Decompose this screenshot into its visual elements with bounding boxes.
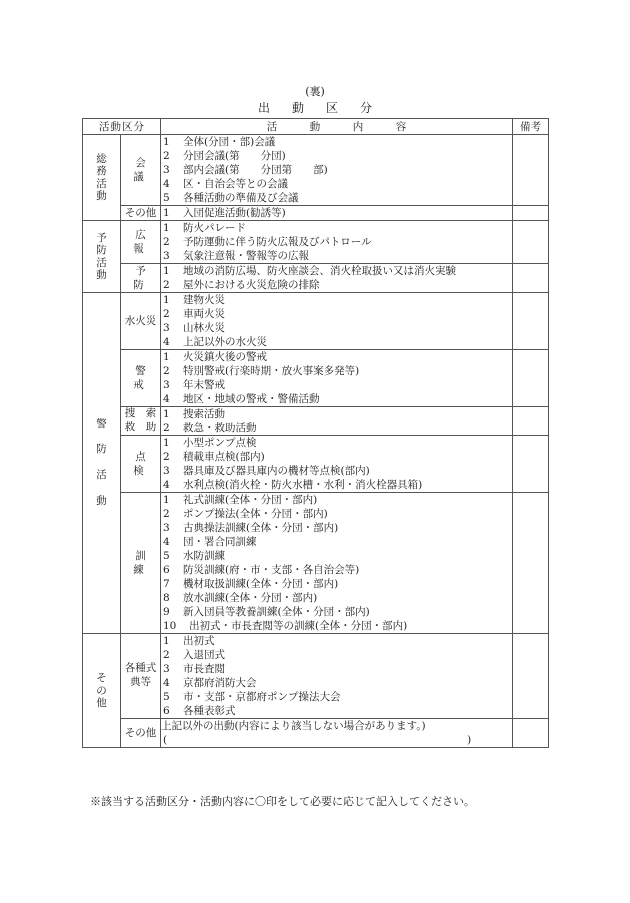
activity-item-number: 4 [163, 336, 170, 349]
activity-item[interactable] [161, 591, 512, 605]
remarks-cell[interactable] [513, 436, 549, 493]
table-row [83, 719, 549, 748]
activity-item-number: 6 [163, 705, 170, 718]
activity-item-text: 地域の消防広場、防火座談会、消火栓取扱い又は消火実験 [183, 265, 456, 278]
activity-item-number: 8 [163, 592, 170, 605]
activity-group-label [83, 293, 121, 634]
activity-subgroup-label: 警 戒 [121, 350, 161, 407]
activity-item[interactable] [161, 350, 512, 364]
activity-subgroup-label: 予 防 [121, 264, 161, 293]
activity-item-list [161, 407, 513, 436]
other-activity-note: 上記以外の出動(内容により該当しない場合があります。) [161, 720, 426, 733]
activity-item[interactable] [161, 704, 512, 718]
activity-item-text: 礼式訓練(全体・分団・部内) [183, 494, 318, 507]
table-row [83, 293, 549, 350]
activity-item-number: 2 [163, 451, 170, 464]
group-label-char: 防 [96, 244, 107, 257]
remarks-cell[interactable] [513, 206, 549, 221]
footnote: ※該当する活動区分・活動内容に〇印をして必要に応じて記入してください。 [90, 795, 475, 808]
group-label-char: 務 [96, 165, 107, 178]
activity-item-number: 2 [163, 236, 170, 249]
activity-item-text: 車両火災 [183, 308, 225, 321]
activity-item[interactable] [161, 521, 512, 535]
activity-item-text: 出初式・市長査閲等の訓練(全体・分団・部内) [189, 620, 408, 633]
activity-item-number: 10 [163, 620, 177, 633]
table-row [83, 436, 549, 493]
group-label-char: 警 [96, 417, 107, 430]
table-row [83, 221, 549, 264]
activity-item-number: 9 [163, 606, 170, 619]
activity-item-number: 3 [163, 250, 170, 263]
activity-item-number: 5 [163, 550, 170, 563]
header-division: 活動区分 [83, 119, 161, 135]
activity-item[interactable] [161, 149, 512, 163]
activity-item[interactable] [161, 264, 512, 278]
activity-item-number: 7 [163, 578, 170, 591]
group-label-char: 活 [96, 469, 107, 482]
activity-item-text: 屋外における火災危険の排除 [183, 279, 320, 292]
activity-item-text: ポンプ操法(全体・分団・部内) [183, 508, 328, 521]
activity-item[interactable] [161, 249, 512, 263]
activity-item[interactable] [161, 206, 512, 220]
activity-item-number: 4 [163, 479, 170, 492]
group-label-char: 他 [96, 696, 107, 709]
activity-item-text: 新入団員等教養訓練(全体・分団・部内) [183, 606, 370, 619]
activity-item-number: 5 [163, 691, 170, 704]
activity-item[interactable] [161, 392, 512, 406]
activity-item-text: 古典操法訓練(全体・分団・部内) [183, 522, 339, 535]
activity-item[interactable] [161, 191, 512, 205]
group-label-char: 総 [96, 152, 107, 165]
activity-item[interactable] [161, 634, 512, 648]
activity-item[interactable] [161, 221, 512, 235]
activity-item[interactable] [161, 535, 512, 549]
activity-item[interactable] [161, 321, 512, 335]
activity-item[interactable] [161, 421, 512, 435]
activity-item[interactable] [161, 507, 512, 521]
activity-item-text: 特別警戒(行楽時期・放火事案多発等) [183, 365, 360, 378]
activity-item-number: 2 [163, 308, 170, 321]
activity-item-text: 防災訓練(府・市・支部・各自治会等) [183, 564, 360, 577]
table-row [83, 407, 549, 436]
activity-item[interactable] [161, 307, 512, 321]
activity-item[interactable] [161, 177, 512, 191]
activity-item-text: 区・自治会等との会議 [183, 178, 288, 190]
activity-item[interactable] [161, 648, 512, 662]
activity-item[interactable] [161, 364, 512, 378]
group-label-char: 活 [96, 177, 107, 190]
activity-item-text: 山林火災 [183, 322, 225, 335]
activity-group-label [83, 634, 121, 748]
remarks-cell[interactable] [513, 719, 549, 748]
paren-open: ( [163, 734, 168, 747]
activity-item-text: 防火パレード [183, 222, 246, 235]
activity-item-number: 3 [163, 663, 170, 676]
activity-item-number: 5 [163, 192, 170, 204]
activity-item-number: 2 [163, 279, 170, 292]
other-activity-freetext [161, 719, 513, 748]
activity-subgroup-label: その他 [121, 206, 161, 221]
activity-item-number: 3 [163, 465, 170, 478]
activity-subgroup-label: 広 報 [121, 221, 161, 264]
activity-item-text: 分団会議(第 分団) [183, 150, 286, 162]
activity-item-text: 水防訓練 [183, 550, 225, 563]
activity-item[interactable] [161, 163, 512, 177]
activity-item-text: 各種表彰式 [183, 705, 236, 718]
activity-item[interactable] [161, 577, 512, 591]
activity-item-text: 器具庫及び器具庫内の機材等点検(部内) [183, 465, 370, 478]
activity-item-number: 1 [163, 635, 170, 648]
activity-item-list [161, 293, 513, 350]
activity-group-label [83, 221, 121, 293]
activity-item-list [161, 206, 513, 221]
activity-item-number: 2 [163, 649, 170, 662]
table-row [83, 206, 549, 221]
dispatch-classification-table [82, 118, 549, 748]
activity-item-text: 団・署合同訓練 [183, 536, 257, 549]
activity-item-text: 救急・救助活動 [183, 422, 257, 435]
activity-item-number: 4 [163, 536, 170, 549]
activity-item[interactable] [161, 619, 512, 633]
activity-item[interactable] [161, 662, 512, 676]
activity-item-number: 4 [163, 677, 170, 690]
activity-item-number: 1 [163, 494, 170, 507]
table-header-row [83, 119, 549, 135]
activity-item-text: 予防運動に伴う防火広報及びパトロール [183, 236, 372, 249]
activity-item[interactable] [161, 278, 512, 292]
activity-item-number: 2 [163, 508, 170, 521]
group-label-char: 防 [96, 443, 107, 456]
activity-item-text: 建物火災 [183, 294, 225, 307]
table-row [83, 634, 549, 719]
activity-item-number: 1 [163, 207, 170, 220]
group-label-char: 動 [96, 269, 107, 281]
activity-item[interactable] [161, 676, 512, 690]
other-activity-input-line[interactable] [161, 733, 512, 747]
activity-item-text: 小型ポンプ点検 [183, 437, 257, 450]
activity-item[interactable] [161, 605, 512, 619]
activity-item-number: 2 [163, 422, 170, 435]
activity-group-label [83, 135, 121, 221]
activity-item-text: 放水訓練(全体・分団・部内) [183, 592, 318, 605]
activity-item-list [161, 135, 513, 206]
activity-item-text: 入団促進活動(勧誘等) [183, 207, 286, 220]
activity-item-list [161, 634, 513, 719]
activity-item-text: 捜索活動 [183, 408, 225, 421]
activity-item-text: 各種活動の準備及び会議 [183, 192, 299, 204]
activity-item-number: 3 [163, 164, 170, 176]
remarks-cell[interactable] [513, 293, 549, 350]
group-label-char: 活 [96, 256, 107, 269]
activity-item-number: 1 [163, 351, 170, 364]
table-row [83, 493, 549, 634]
activity-item-number: 6 [163, 564, 170, 577]
activity-item-list [161, 436, 513, 493]
activity-item-text: 機材取扱訓練(全体・分団・部内) [183, 578, 339, 591]
remarks-cell[interactable] [513, 135, 549, 206]
activity-item[interactable] [161, 450, 512, 464]
activity-subgroup-label: 点 検 [121, 436, 161, 493]
activity-item[interactable] [161, 293, 512, 307]
activity-item-text: 積載車点検(部内) [183, 451, 265, 464]
activity-item[interactable] [161, 235, 512, 249]
remarks-cell[interactable] [513, 264, 549, 293]
activity-item-text: 全体(分団・部)会議 [183, 136, 276, 148]
activity-item-text: 火災鎮火後の警戒 [183, 351, 267, 364]
table-row [83, 264, 549, 293]
page-title: 出 動 区 分 [257, 101, 377, 115]
remarks-cell[interactable] [513, 350, 549, 407]
activity-item-number: 3 [163, 379, 170, 392]
activity-item-text: 出初式 [183, 635, 215, 648]
remarks-cell[interactable] [513, 493, 549, 634]
activity-subgroup-label: 水火災 [121, 293, 161, 350]
activity-item-number: 3 [163, 322, 170, 335]
activity-item-number: 4 [163, 393, 170, 406]
activity-item-text: 市長査閲 [183, 663, 225, 676]
activity-item-number: 1 [163, 294, 170, 307]
side-marker: (裏) [305, 85, 325, 98]
remarks-cell[interactable] [513, 634, 549, 719]
header-content: 活 動 内 容 [161, 119, 513, 135]
group-label-char: 動 [96, 189, 107, 202]
activity-item[interactable] [161, 690, 512, 704]
activity-item[interactable] [161, 378, 512, 392]
activity-item[interactable] [161, 493, 512, 507]
activity-item-text: 年末警戒 [183, 379, 225, 392]
activity-item-number: 4 [163, 178, 170, 190]
activity-item[interactable] [161, 563, 512, 577]
table-row [83, 135, 549, 206]
activity-item-text: 京都府消防大会 [183, 677, 257, 690]
activity-item-number: 1 [163, 136, 170, 148]
activity-item-list [161, 264, 513, 293]
remarks-cell[interactable] [513, 221, 549, 264]
header-remarks: 備考 [513, 119, 549, 135]
activity-item-number: 1 [163, 408, 170, 421]
activity-item-text: 水利点検(消火栓・防火水槽・水利・消火栓器具箱) [183, 479, 423, 492]
activity-item-number: 1 [163, 222, 170, 235]
activity-subgroup-label: 会 議 [121, 135, 161, 206]
activity-item-number: 1 [163, 437, 170, 450]
activity-item-number: 3 [163, 522, 170, 535]
activity-item-text: 入退団式 [183, 649, 225, 662]
activity-item-text: 気象注意報・警報等の広報 [183, 250, 309, 263]
remarks-cell[interactable] [513, 407, 549, 436]
activity-item-text: 地区・地域の警戒・警備活動 [183, 393, 320, 406]
activity-subgroup-label: 訓 練 [121, 493, 161, 634]
paren-close: ) [467, 734, 472, 747]
activity-item-number: 1 [163, 265, 170, 278]
activity-subgroup-label: その他 [121, 719, 161, 748]
activity-item-list [161, 221, 513, 264]
activity-item-list [161, 493, 513, 634]
activity-item[interactable] [161, 407, 512, 421]
activity-item[interactable] [161, 464, 512, 478]
table-row [83, 350, 549, 407]
activity-item[interactable] [161, 436, 512, 450]
activity-item[interactable] [161, 478, 512, 492]
activity-item[interactable] [161, 335, 512, 349]
group-label-char: 予 [96, 231, 107, 244]
activity-subgroup-label: 各種式 典等 [121, 634, 161, 719]
activity-item[interactable] [161, 135, 512, 149]
activity-item-number: 2 [163, 150, 170, 162]
activity-item[interactable] [161, 549, 512, 563]
group-label-char: 動 [96, 494, 107, 507]
activity-item-text: 上記以外の水火災 [183, 336, 267, 349]
activity-item-list [161, 350, 513, 407]
group-label-char: そ [96, 672, 107, 685]
group-label-char: の [96, 684, 107, 697]
activity-item-text: 部内会議(第 分団第 部) [183, 164, 328, 176]
activity-item-number: 2 [163, 365, 170, 378]
activity-subgroup-label: 捜 索 救 助 [121, 407, 161, 436]
activity-item-text: 市・支部・京都府ポンプ操法大会 [183, 691, 341, 704]
